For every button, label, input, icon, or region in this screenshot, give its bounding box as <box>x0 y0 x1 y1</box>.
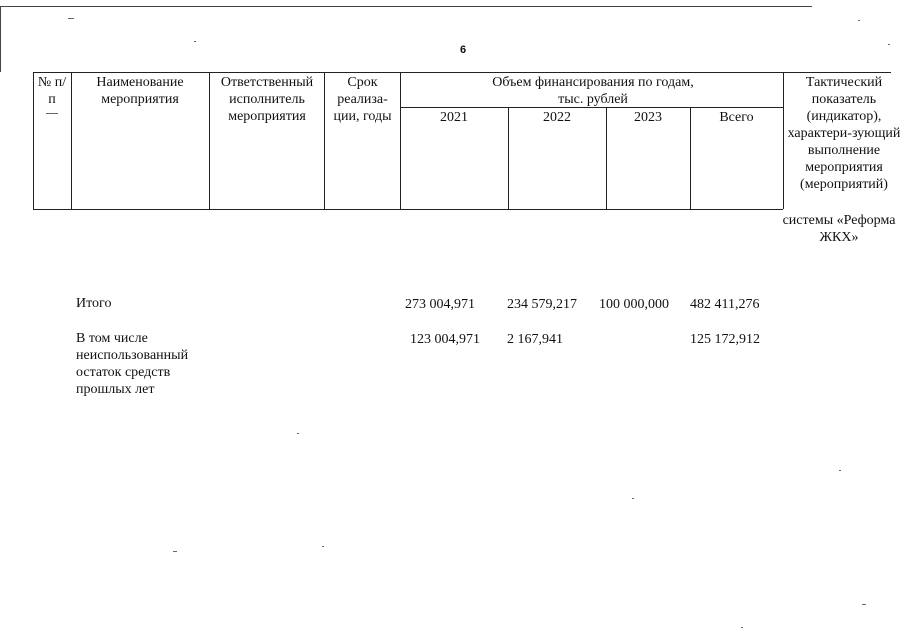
header-total: Всего <box>719 110 754 125</box>
scan-speck <box>741 627 743 628</box>
header-col-executor: Ответственный исполнитель мероприятия <box>220 75 314 124</box>
table-top-border <box>33 72 891 73</box>
scan-speck <box>632 498 634 499</box>
scan-speck <box>68 18 74 19</box>
col-divider-term-funding <box>400 72 401 209</box>
indicator-overflow-note: системы «Реформа ЖКХ» <box>782 213 896 245</box>
row-total-2021: 273 004,971 <box>405 297 475 312</box>
scan-speck <box>862 604 866 605</box>
page-number: 6 <box>460 44 467 56</box>
row-total-label: Итого <box>76 296 112 311</box>
col-divider-no-name <box>71 72 72 209</box>
scan-speck <box>173 551 177 552</box>
scan-speck <box>858 20 860 21</box>
scan-speck <box>46 113 58 114</box>
scan-speck <box>839 470 841 471</box>
header-col-name: Наименование мероприятия <box>96 75 184 107</box>
table-header-bottom-border <box>33 209 783 210</box>
col-divider-executor-term <box>324 72 325 209</box>
scan-speck <box>297 433 299 434</box>
scan-frame-top-line <box>0 6 812 7</box>
scan-speck <box>322 546 324 547</box>
row-unused-label: В том числе неиспользованный остаток средств прошлых лет <box>76 331 189 397</box>
table-border-left <box>33 72 34 209</box>
row-total-2022: 234 579,217 <box>507 297 577 312</box>
col-divider-name-executor <box>209 72 210 209</box>
col-divider-funding-indicator <box>783 72 784 209</box>
header-col-term: Срок реализа-ции, годы <box>333 75 392 124</box>
header-year-2022: 2022 <box>543 110 571 125</box>
row-total-sum: 482 411,276 <box>690 297 760 312</box>
header-year-2023: 2023 <box>634 110 662 125</box>
header-col-no: № п/п <box>37 75 67 107</box>
row-unused-2022: 2 167,941 <box>507 332 563 347</box>
header-col-funding: Объем финансирования по годам, тыс. рублей <box>492 75 694 107</box>
row-unused-sum: 125 172,912 <box>690 332 760 347</box>
header-year-2021: 2021 <box>440 110 468 125</box>
scan-speck <box>194 41 196 42</box>
row-total-2023: 100 000,000 <box>599 297 669 312</box>
scan-frame-left-line <box>0 6 1 72</box>
row-unused-2021: 123 004,971 <box>410 332 480 347</box>
scan-speck <box>888 44 890 45</box>
header-col-indicator: Тактический показатель (индикатор), характери-зующий выполнение мероприятия (мероприятий) <box>787 75 901 192</box>
